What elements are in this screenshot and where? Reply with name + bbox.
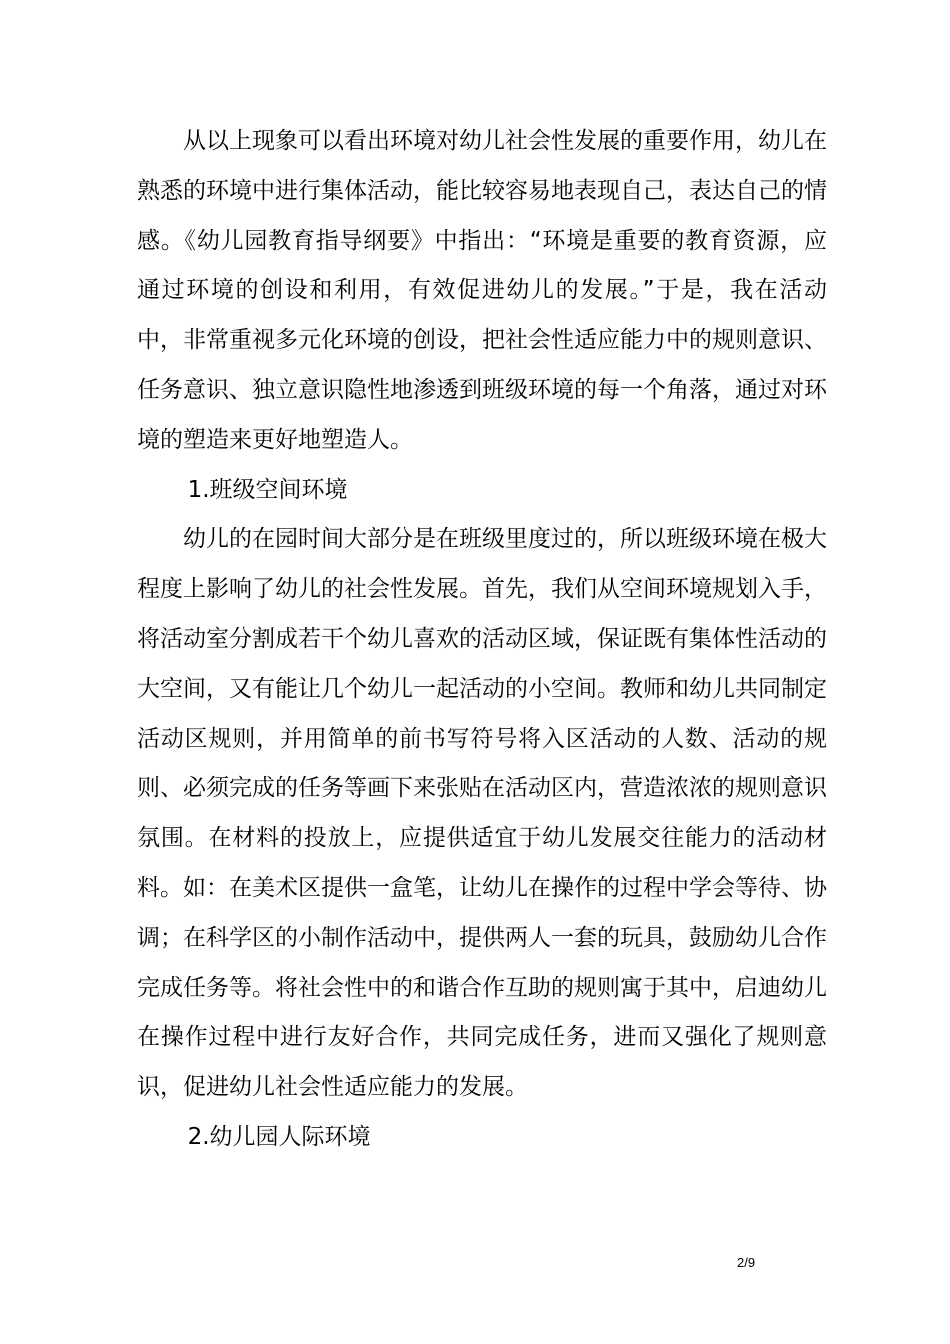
- document-body: [137, 117, 827, 1163]
- paragraph-class-space-environment: 幼儿的在园时间大部分是在班级里度过的，所以班级环境在极大程度上影响了幼儿的社会性发展。首先，我们从空间环境规划入手，将活动室分割成若干个幼儿喜欢的活动区域，保证既有集体性活动的大空间，又有能让几个幼儿一起活动的小空间。教师和幼儿共同制定活动区规则，并用简单的前书写符号将入区活动的人数、活动的规则、必须完成的任务等画下来张贴在活动区内，营造浓浓的规则意识氛围。在材料的投放上，应提供适宜于幼儿发展交往能力的活动材料。如：在美术区提供一盒笔，让幼儿在操作的过程中学会等待、协调；在科学区的小制作活动中，提供两人一套的玩具，鼓励幼儿合作完成任务等。将社会性中的和谐合作互助的规则寓于其中，启迪幼儿在操作过程中进行友好合作，共同完成任务，进而又强化了规则意识，促进幼儿社会性适应能力的发展。: [137, 526, 827, 1101]
- section-heading-interpersonal: 2.幼儿园人际环境: [187, 1123, 371, 1150]
- paragraph-environment-importance: 从以上现象可以看出环境对幼儿社会性发展的重要作用，幼儿在熟悉的环境中进行集体活动，能比较容易地表现自己，表达自己的情感。《幼儿园教育指导纲要》中指出：“环境是重要的教育资源，应通过环境的创设和利用，有效促进幼儿的发展。”于是，我在活动中，非常重视多元化环境的创设，把社会性适应能力中的规则意识、任务意识、独立意识隐性地渗透到班级环境的每一个角落，通过对环境的塑造来更好地塑造人。: [137, 128, 827, 453]
- section-heading-class-space: 1.班级空间环境: [187, 476, 348, 503]
- page-number: 2/9: [737, 1255, 756, 1270]
